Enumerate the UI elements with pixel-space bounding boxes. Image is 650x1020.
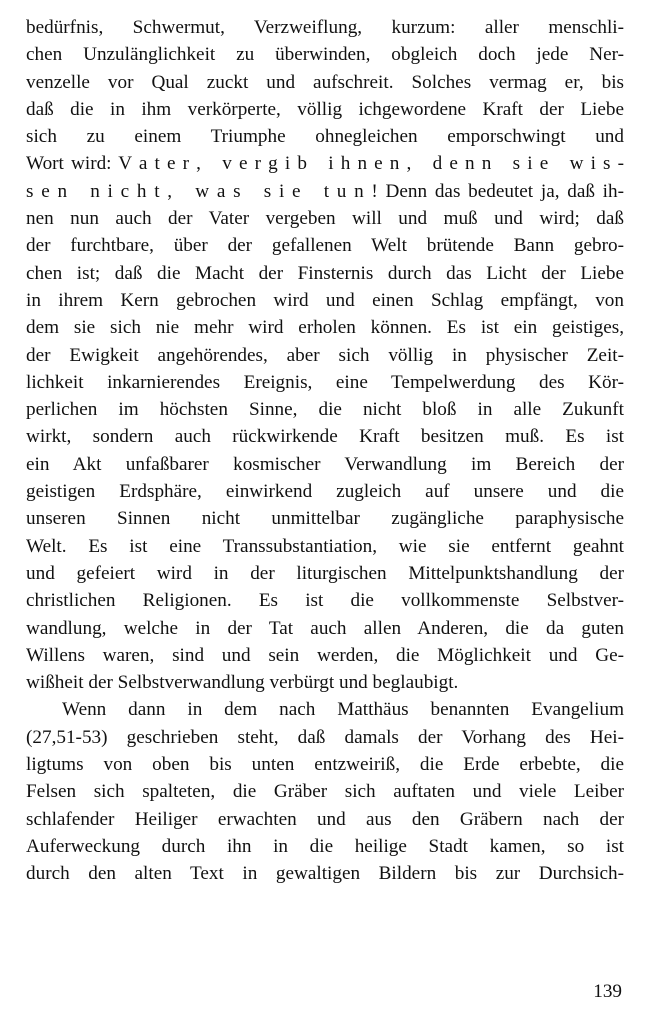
text-line: Willens waren, sind und sein werden, die Möglichkeit und Ge- [26, 644, 624, 666]
text-line: ligtums von oben bis unten entzweiriß, die Erde erbebte, die [26, 754, 624, 776]
text-line: Auferweckung durch ihn in die heilige Stadt kamen, so ist [26, 835, 624, 857]
text-line: der furchtbare, über der gefallenen Welt brütende Bann gebro- [26, 235, 624, 257]
text-line: der Ewigkeit angehörendes, aber sich völlig in physischer Zeit- [26, 344, 624, 366]
text-line: schlafender Heiliger erwachten und aus den Gräbern nach der [26, 808, 624, 830]
text-line: und gefeiert wird in der liturgischen Mittelpunktshandlung der [26, 562, 624, 584]
text-line: Felsen sich spalteten, die Gräber sich auftaten und viele Leiber [26, 781, 624, 803]
text-line: in ihrem Kern gebrochen wird und einen Schlag empfängt, von [26, 289, 624, 311]
text-line: bedürfnis, Schwermut, Verzweiflung, kurzum: aller menschli- [26, 17, 624, 38]
text-line: unseren Sinnen nicht unmittelbar zugängliche paraphysische [26, 508, 624, 530]
text-line: Wort wird: V a t e r , v e r g i b i h n e n , d e n n s i e w i s - [26, 153, 624, 175]
text-line: ein Akt unfaßbarer kosmischer Verwandlung im Bereich der [26, 453, 624, 475]
text-line: daß die in ihm verkörperte, völlig ichgewordene Kraft der Liebe [26, 98, 624, 120]
page-number: 139 [593, 981, 622, 1002]
text-line: venzelle vor Qual zuckt und aufschreit. Solches vermag er, bis [26, 71, 624, 93]
text-line: lichkeit inkarnierendes Ereignis, eine Tempelwerdung des Kör- [26, 371, 624, 393]
text-line: chen ist; daß die Macht der Finsternis durch das Licht der Liebe [26, 262, 624, 284]
body-text [26, 14, 624, 888]
text-line: (27,51-53) geschrieben steht, daß damals der Vorhang des Hei- [26, 726, 624, 748]
paragraph-start-line: Wenn dann in dem nach Matthäus benannten Evangelium [62, 699, 624, 721]
text-line: perlichen im höchsten Sinne, die nicht bloß in alle Zukunft [26, 399, 624, 421]
text-line: durch den alten Text in gewaltigen Bildern bis zur Durchsich- [26, 863, 624, 885]
text-line: s e n n i c h t , w a s s i e t u n ! Denn das bedeutet ja, daß ih- [26, 180, 624, 202]
text-line: sich zu einem Triumphe ohnegleichen emporschwingt und [26, 126, 624, 148]
text-line: wandlung, welche in der Tat auch allen Anderen, die da guten [26, 617, 624, 639]
text-line: christlichen Religionen. Es ist die vollkommenste Selbstver- [26, 590, 624, 612]
text-line: chen Unzulänglichkeit zu überwinden, obgleich doch jede Ner- [26, 44, 624, 66]
text-line: dem sie sich nie mehr wird erholen können. Es ist ein geistiges, [26, 317, 624, 339]
text-line: wirkt, sondern auch rückwirkende Kraft besitzen muß. Es ist [26, 426, 624, 448]
text-line: nen nun auch der Vater vergeben will und muß und wird; daß [26, 208, 624, 230]
paragraph-end-line: wißheit der Selbstverwandlung verbürgt und beglaubigt. [26, 672, 459, 694]
text-line: geistigen Erdsphäre, einwirkend zugleich auf unsere und die [26, 481, 624, 503]
text-line: Welt. Es ist eine Transsubstantiation, wie sie entfernt geahnt [26, 535, 624, 557]
